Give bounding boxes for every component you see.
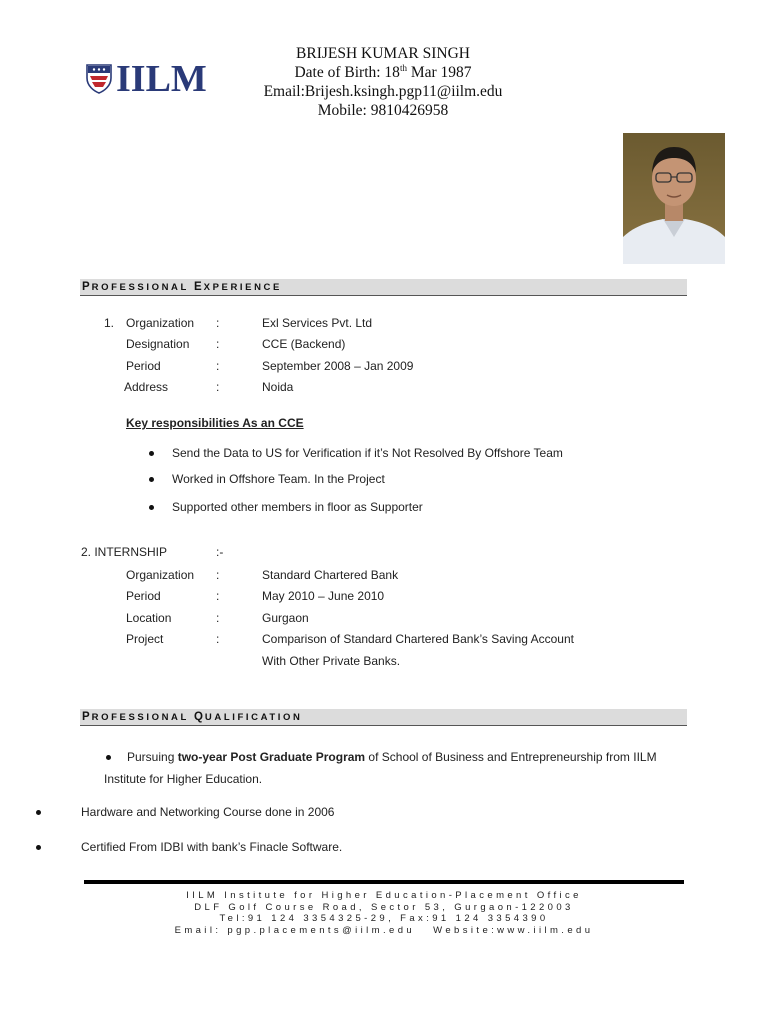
shield-crest-icon <box>86 64 112 94</box>
experience-label: Designation <box>126 337 190 351</box>
footer-divider <box>84 880 684 884</box>
experience-value: CCE (Backend) <box>262 337 346 351</box>
internship-separator: : <box>216 632 220 646</box>
experience-separator: : <box>216 316 220 330</box>
qualification-item-continued: Institute for Higher Education. <box>104 772 263 786</box>
footer-contact: Email: pgp.placements@iilm.edu Website:www.iilm.edu <box>174 925 594 936</box>
bullet-icon <box>36 845 41 850</box>
internship-value: Gurgaon <box>262 611 309 625</box>
resume-header <box>230 44 536 120</box>
responsibility-item: Supported other members in floor as Supporter <box>172 500 423 514</box>
internship-value-continued: With Other Private Banks. <box>262 654 401 668</box>
experience-separator: : <box>216 337 220 351</box>
bullet-icon <box>149 505 154 510</box>
section-professional-experience: PROFESSIONAL EXPERIENCE <box>80 279 687 296</box>
internship-value: May 2010 – June 2010 <box>262 589 385 603</box>
responsibility-item: Worked in Offshore Team. In the Project <box>172 472 385 486</box>
footer-address: DLF Golf Course Road, Sector 53, Gurgaon-122003 <box>194 902 574 913</box>
date-of-birth: Date of Birth: 18th Mar 1987 <box>294 62 472 81</box>
experience-label: Address <box>124 380 169 394</box>
section-professional-qualification: PROFESSIONAL QUALIFICATION <box>80 709 687 726</box>
footer-phone: Tel:91 124 3354325-29, Fax:91 124 3354390 <box>219 913 549 924</box>
qualification-item: Hardware and Networking Course done in 2006 <box>81 805 335 819</box>
candidate-name: BRIJESH KUMAR SINGH <box>296 45 470 62</box>
internship-separator: :- <box>216 545 224 559</box>
internship-label: Project <box>126 632 164 646</box>
internship-title: 2. INTERNSHIP <box>81 545 168 559</box>
qualification-item: Certified From IDBI with bank’s Finacle Software. <box>81 840 343 854</box>
candidate-photo <box>623 133 725 264</box>
experience-separator: : <box>216 380 220 394</box>
bullet-icon <box>149 477 154 482</box>
bullet-icon <box>36 810 41 815</box>
internship-separator: : <box>216 611 220 625</box>
internship-label: Organization <box>126 568 195 582</box>
internship-separator: : <box>216 589 220 603</box>
experience-value: Noida <box>262 380 294 394</box>
responsibility-item: Send the Data to US for Verification if it’s Not Resolved By Offshore Team <box>172 446 563 460</box>
logo-wordmark: IILM <box>116 58 207 100</box>
experience-label: Organization <box>126 316 195 330</box>
internship-value: Comparison of Standard Chartered Bank’s Saving Account <box>262 632 574 646</box>
footer-institute: IILM Institute for Higher Education-Placement Office <box>186 890 582 901</box>
internship-value: Standard Chartered Bank <box>262 568 399 582</box>
internship-label: Period <box>126 589 161 603</box>
experience-label: Period <box>126 359 161 373</box>
experience-separator: : <box>216 359 220 373</box>
iilm-logo <box>86 58 216 100</box>
experience-value: September 2008 – Jan 2009 <box>262 359 414 373</box>
bullet-icon <box>149 451 154 456</box>
experience-value: Exl Services Pvt. Ltd <box>262 316 373 330</box>
experience-number: 1. <box>104 316 115 330</box>
responsibilities-heading: Key responsibilities As an CCE <box>126 416 304 430</box>
email-line: Email:Brijesh.ksingh.pgp11@iilm.edu <box>263 83 503 100</box>
bullet-icon <box>106 755 111 760</box>
internship-separator: : <box>216 568 220 582</box>
mobile-line: Mobile: 9810426958 <box>317 102 449 119</box>
qualification-item: Pursuing two-year Post Graduate Program of School of Business and Entrepreneurship from IILM <box>127 750 657 764</box>
internship-label: Location <box>126 611 172 625</box>
